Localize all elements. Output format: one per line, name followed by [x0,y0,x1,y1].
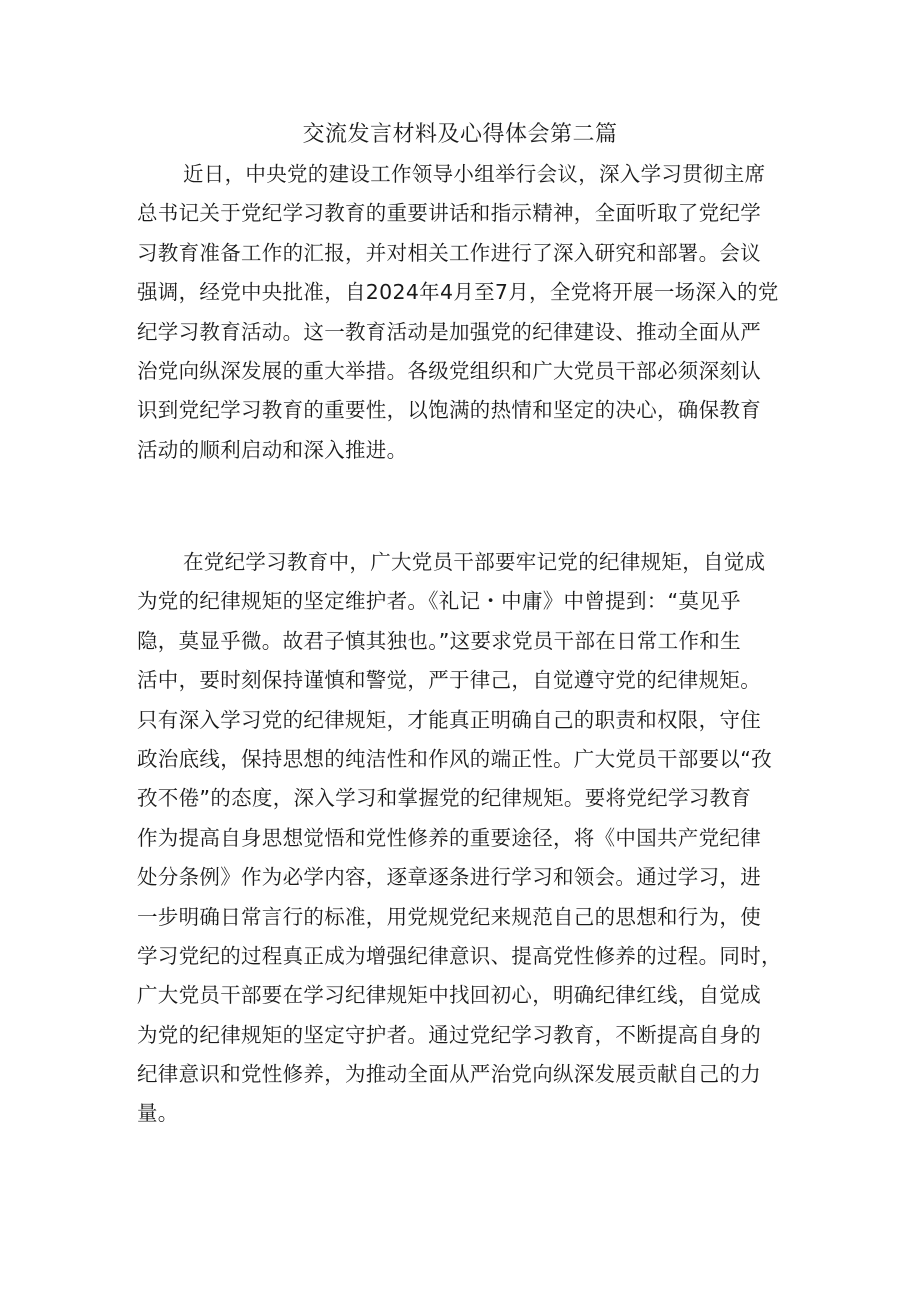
paragraph-line: 为党的纪律规矩的坚定守护者。通过党纪学习教育，不断提高自身的 [137,1022,761,1047]
paragraph-line: 近日，中央党的建设工作领导小组举行会议，深入学习贯彻主席 [183,162,766,186]
paragraph-line: 活动的顺利启动和深入推进。 [137,437,408,462]
paragraph-2 [137,543,802,1134]
paragraph-line: 在党纪学习教育中，广大党员干部要牢记党的纪律规矩，自觉成 [183,550,766,574]
paragraph-line: 处分条例》作为必学内容，逐章逐条进行学习和领会。通过学习，进 [137,865,761,890]
paragraph-line: 隐，莫显乎微。故君子慎其独也。”这要求党员干部在日常工作和生 [137,628,741,653]
document-title: 交流发言材料及心得体会第二篇 [302,122,618,147]
paragraph-line: 孜不倦”的态度，深入学习和掌握党的纪律规矩。要将党纪学习教育 [137,786,752,811]
paragraph-line: 作为提高自身思想觉悟和党性修养的重要途径，将《中国共产党纪律 [137,825,761,850]
paragraph-line: 治党向纵深发展的重大举措。各级党组织和广大党员干部必须深刻认 [137,358,761,383]
paragraph-line: 总书记关于党纪学习教育的重要讲话和指示精神，全面听取了党纪学 [137,201,761,226]
paragraph-line: 纪学习教育活动。这一教育活动是加强党的纪律建设、推动全面从严 [137,319,761,344]
paragraph-line: 学习党纪的过程真正成为增强纪律意识、提高党性修养的过程。同时， [137,943,782,968]
paragraph-line: 识到党纪学习教育的重要性，以饱满的热情和坚定的决心，确保教育 [137,398,761,423]
paragraph-line: 强调，经党中央批准，自2024年4月至7月，全党将开展一场深入的党 [137,280,779,305]
paragraph-1 [137,155,802,470]
paragraph-line: 广大党员干部要在学习纪律规矩中找回初心，明确纪律红线，自觉成 [137,983,761,1008]
paragraph-line: 政治底线，保持思想的纯洁性和作风的端正性。广大党员干部要以“孜 [137,746,772,771]
paragraph-line: 只有深入学习党的纪律规矩，才能真正明确自己的职责和权限，守住 [137,707,761,732]
paragraph-line: 一步明确日常言行的标准，用党规党纪来规范自己的思想和行为，使 [137,904,761,929]
paragraph-line: 纪律意识和党性修养，为推动全面从严治党向纵深发展贡献自己的力 [137,1062,761,1087]
paragraph-line: 量。 [137,1101,179,1126]
paragraph-line: 活中，要时刻保持谨慎和警觉，严于律己，自觉遵守党的纪律规矩。 [137,668,761,693]
paragraph-line: 习教育准备工作的汇报，并对相关工作进行了深入研究和部署。会议 [137,240,761,265]
paragraph-line: 为党的纪律规矩的坚定维护者。《礼记・中庸》中曾提到：“莫见乎 [137,589,741,614]
